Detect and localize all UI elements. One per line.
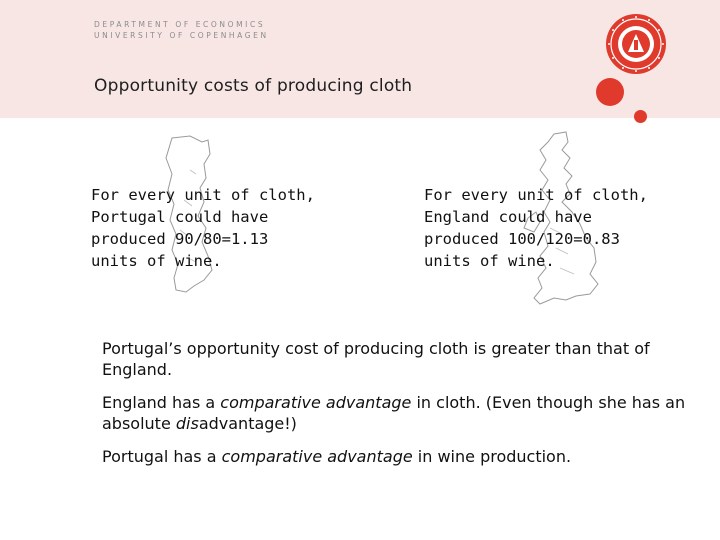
portugal-line: units of wine. [91,252,222,270]
england-cost-text [424,184,648,272]
department-line: DEPARTMENT OF ECONOMICS [94,20,266,29]
text-run: in wine production. [412,447,572,466]
department-label [94,19,269,41]
portugal-line: Portugal could have [91,208,269,226]
opportunity-cost-comparison: Portugal’s opportunity cost of producing cloth is greater than that of England. [102,339,650,379]
text-run: in cloth. (Even though she has an absolute [102,393,691,433]
university-seal-logo [604,12,668,76]
emphasis: dis [175,414,199,433]
text-run: Portugal has a [102,447,222,466]
accent-dot-large [596,78,624,106]
text-run: advantage!) [198,414,297,433]
england-line: produced 100/120=0.83 [424,230,620,248]
england-line: units of wine. [424,252,555,270]
england-line: For every unit of cloth, [424,186,648,204]
emphasis: comparative advantage [220,393,412,412]
portugal-line: produced 90/80=1.13 [91,230,269,248]
accent-dot-small [634,110,647,123]
conclusion-text [102,338,692,479]
slide-title: Opportunity costs of producing cloth [94,76,413,96]
portugal-cost-text [91,184,315,272]
text-run: England has a [102,393,221,412]
portugal-line: For every unit of cloth, [91,186,315,204]
emphasis: comparative advantage [221,447,413,466]
university-line: UNIVERSITY OF COPENHAGEN [94,31,269,40]
england-line: England could have [424,208,592,226]
portugal-comparative-advantage [102,446,692,467]
england-comparative-advantage [102,392,692,434]
